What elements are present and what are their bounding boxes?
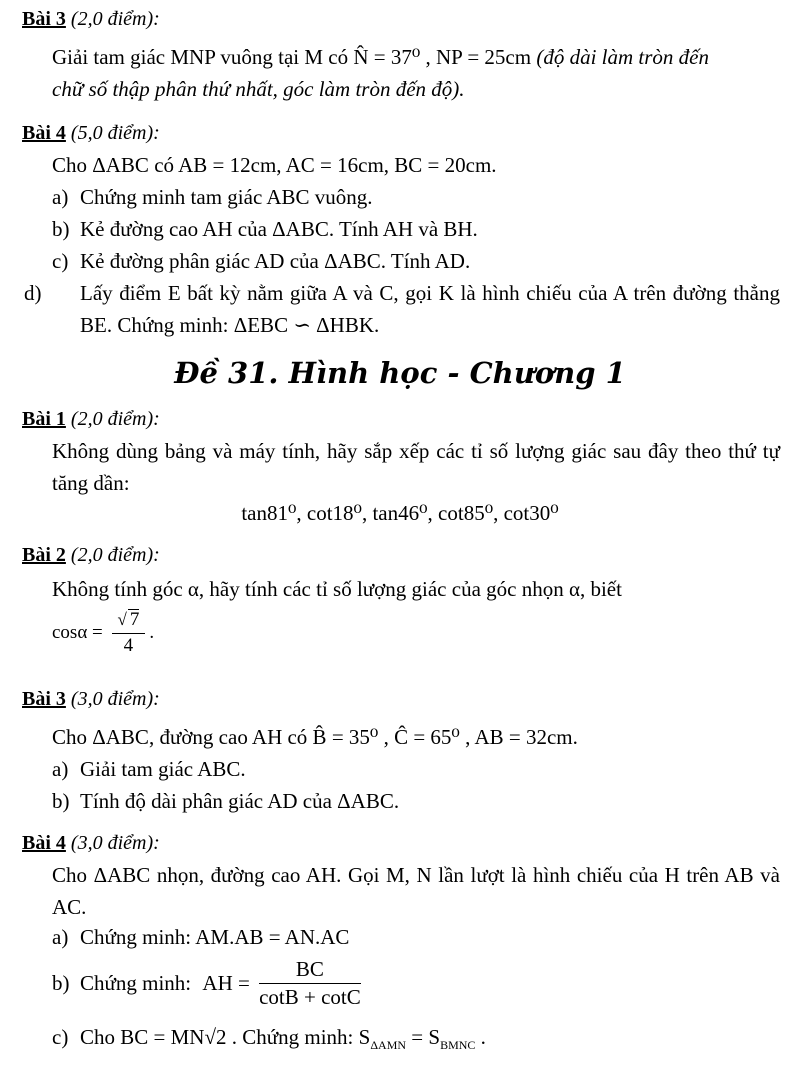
bai2-fraction: $\frac{√ 7}{4}$	[112, 608, 146, 658]
bai4-c-sub2: BMNC	[440, 1038, 476, 1052]
prev-bai3-line2: chữ số thập phân thứ nhất, góc làm tròn đến độ).	[52, 77, 465, 101]
bai4-b-lhs: AH =	[202, 971, 250, 996]
item-text: Chứng minh:	[80, 971, 192, 996]
bai4-b-fraction	[259, 956, 361, 1012]
bai2-points: (2,0 điểm):	[70, 544, 160, 566]
bai3-number: Bài 3	[22, 688, 66, 710]
prev-bai4-intro: Cho ΔABC có AB = 12cm, AC = 16cm, BC = 20cm.	[52, 153, 497, 177]
bai4-item-c	[52, 1022, 780, 1054]
bai2-heading	[22, 540, 800, 570]
prev-bai4-item-b	[52, 214, 780, 246]
item-label: b)	[52, 971, 70, 996]
item-label: b)	[52, 217, 70, 241]
bai3-item-a	[52, 754, 780, 786]
bai2-denominator: 4	[123, 634, 134, 656]
item-label: c)	[52, 249, 69, 273]
prev-bai3-number: Bài 3	[22, 8, 66, 30]
prev-bai3-text-line1	[52, 42, 780, 74]
prev-bai3-heading	[22, 4, 800, 34]
item-text: Lấy điểm E bất kỳ nằm giữa A và C, gọi K là hình chiếu của A trên đường thẳng BE. Chứng minh: ΔEBC ∽ ΔHBK.	[80, 281, 780, 337]
bai4-c-mid: = S	[406, 1025, 441, 1049]
item-text: Chứng minh: AM.AB = AN.AC	[80, 925, 350, 949]
bai2-formula	[52, 608, 352, 658]
prev-bai3-line1-italic: (độ dài làm tròn đến	[536, 45, 709, 69]
item-text: Kẻ đường phân giác AD của ΔABC. Tính AD.	[80, 249, 471, 273]
item-text: Cho BC = MN√2 . Chứng minh: S	[80, 1025, 371, 1049]
bai3-heading	[22, 684, 800, 714]
item-label: b)	[52, 789, 70, 813]
bai4-item-b	[52, 956, 780, 1012]
bai2-text: Không tính góc α, hãy tính các tỉ số lượng giác của góc nhọn α, biết	[52, 577, 622, 601]
prev-bai4-heading	[22, 118, 800, 148]
bai4-intro: Cho ΔABC nhọn, đường cao AH. Gọi M, N lần lượt là hình chiếu của H trên AB và AC.	[52, 863, 780, 919]
bai2-tail: .	[149, 621, 155, 643]
bai1-formula: tan81⁰, cot18⁰, tan46⁰, cot85⁰, cot30⁰	[241, 501, 559, 525]
bai4-c-sub1: ΔAMN	[370, 1038, 407, 1052]
item-label: c)	[52, 1025, 69, 1049]
prev-bai3-points: (2,0 điểm):	[70, 8, 160, 30]
prev-bai4-item-a	[52, 182, 780, 214]
bai1-heading	[22, 404, 800, 434]
bai4-number: Bài 4	[22, 832, 66, 854]
prev-bai4-number: Bài 4	[22, 122, 66, 144]
prev-bai3-text-line2	[52, 74, 780, 106]
bai1-number: Bài 1	[22, 408, 66, 430]
bai3-item-b	[52, 786, 780, 818]
item-text: Giải tam giác ABC.	[80, 757, 246, 781]
bai2-number: Bài 2	[22, 544, 66, 566]
bai3-points: (3,0 điểm):	[70, 688, 160, 710]
prev-bai3-line1: Giải tam giác MNP vuông tại M có N̂ = 37⁰ , NP = 25cm	[52, 45, 532, 69]
bai4-points: (3,0 điểm):	[70, 832, 160, 854]
bai3-intro: Cho ΔABC, đường cao AH có B̂ = 35⁰ , Ĉ = 65⁰ , AB = 32cm.	[52, 725, 578, 749]
bai2-lhs: cosα =	[52, 621, 103, 643]
item-label: d)	[24, 281, 42, 305]
item-label: a)	[52, 185, 69, 209]
prev-bai4-item-c	[52, 246, 780, 278]
bai4-heading	[22, 828, 800, 858]
bai1-text: Không dùng bảng và máy tính, hãy sắp xếp các tỉ số lượng giác sau đây theo thứ tự tăng dần:	[52, 439, 780, 495]
prev-bai4-item-d	[24, 278, 780, 341]
bai4-item-a	[52, 922, 780, 954]
bai2-numerator: 7	[129, 609, 140, 630]
bai1-points: (2,0 điểm):	[70, 408, 160, 430]
bai4-b-numerator: BC	[259, 956, 361, 984]
item-label: a)	[52, 925, 69, 949]
section-title: Đề 31. Hình học - Chương 1	[174, 356, 626, 390]
item-text: Kẻ đường cao AH của ΔABC. Tính AH và BH.	[80, 217, 478, 241]
item-text: Chứng minh tam giác ABC vuông.	[80, 185, 373, 209]
item-label: a)	[52, 757, 69, 781]
prev-bai4-points: (5,0 điểm):	[70, 122, 160, 144]
bai4-c-end: .	[475, 1025, 486, 1049]
item-text: Tính độ dài phân giác AD của ΔABC.	[80, 789, 400, 813]
bai4-b-denominator: cotB + cotC	[259, 985, 361, 1010]
